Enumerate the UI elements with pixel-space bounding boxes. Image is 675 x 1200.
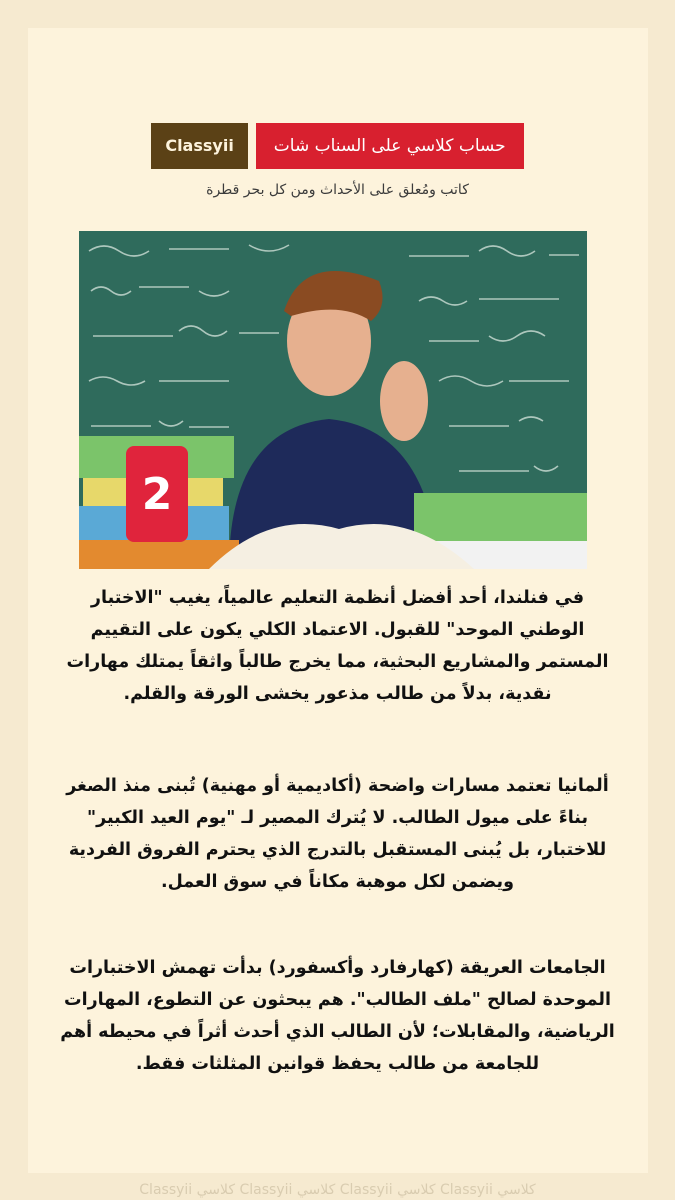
student-photo: [79, 231, 587, 569]
paragraph-finland: في فنلندا، أحد أفضل أنظمة التعليم عالمياً، يغيب "الاختبار الوطني الموحد" للقبول. الاعتماد الكلي يكون على التقييم المستمر والمشاريع البحثية، مما يخرج طالباً واثقاً يمتلك مهارات نقدية، بدلاً من طالب مذعور يخشى الورقة والقلم.: [66, 588, 609, 704]
watermark: Classyii كلاسي Classyii كلاسي Classyii كلاسي Classyii كلاسي: [139, 1182, 536, 1198]
brand-badge: Classyii: [151, 123, 247, 169]
paragraph-germany: ألمانيا تعتمد مسارات واضحة (أكاديمية أو مهنية) تُبنى منذ الصغر بناءً على ميول الطالب. لا يُترك المصير لـ "يوم العيد الكبير" للاختبار، بل يُبنى المستقبل بالتدرج الذي يحترم الفروق الفردية ويضمن لكل موهبة مكاناً في سوق العمل.: [66, 776, 609, 892]
subtitle: كاتب ومُعلق على الأحداث ومن كل بحر قطرة: [206, 182, 469, 198]
title-badge: حساب كلاسي على السناب شات: [256, 123, 524, 169]
paragraph-universities: الجامعات العريقة (كهارفارد وأكسفورد) بدأت تهمش الاختبارات الموحدة لصالح "ملف الطالب". هم يبحثون عن التطوع، المهارات الرياضية، والمقابلات؛ لأن الطالب الذي أحدث أثراً في محيطه أهم للجامعة من طالب يحفظ قوانين المثلثات فقط.: [60, 958, 615, 1074]
number-badge: 2: [126, 446, 188, 542]
header: [0, 123, 675, 169]
